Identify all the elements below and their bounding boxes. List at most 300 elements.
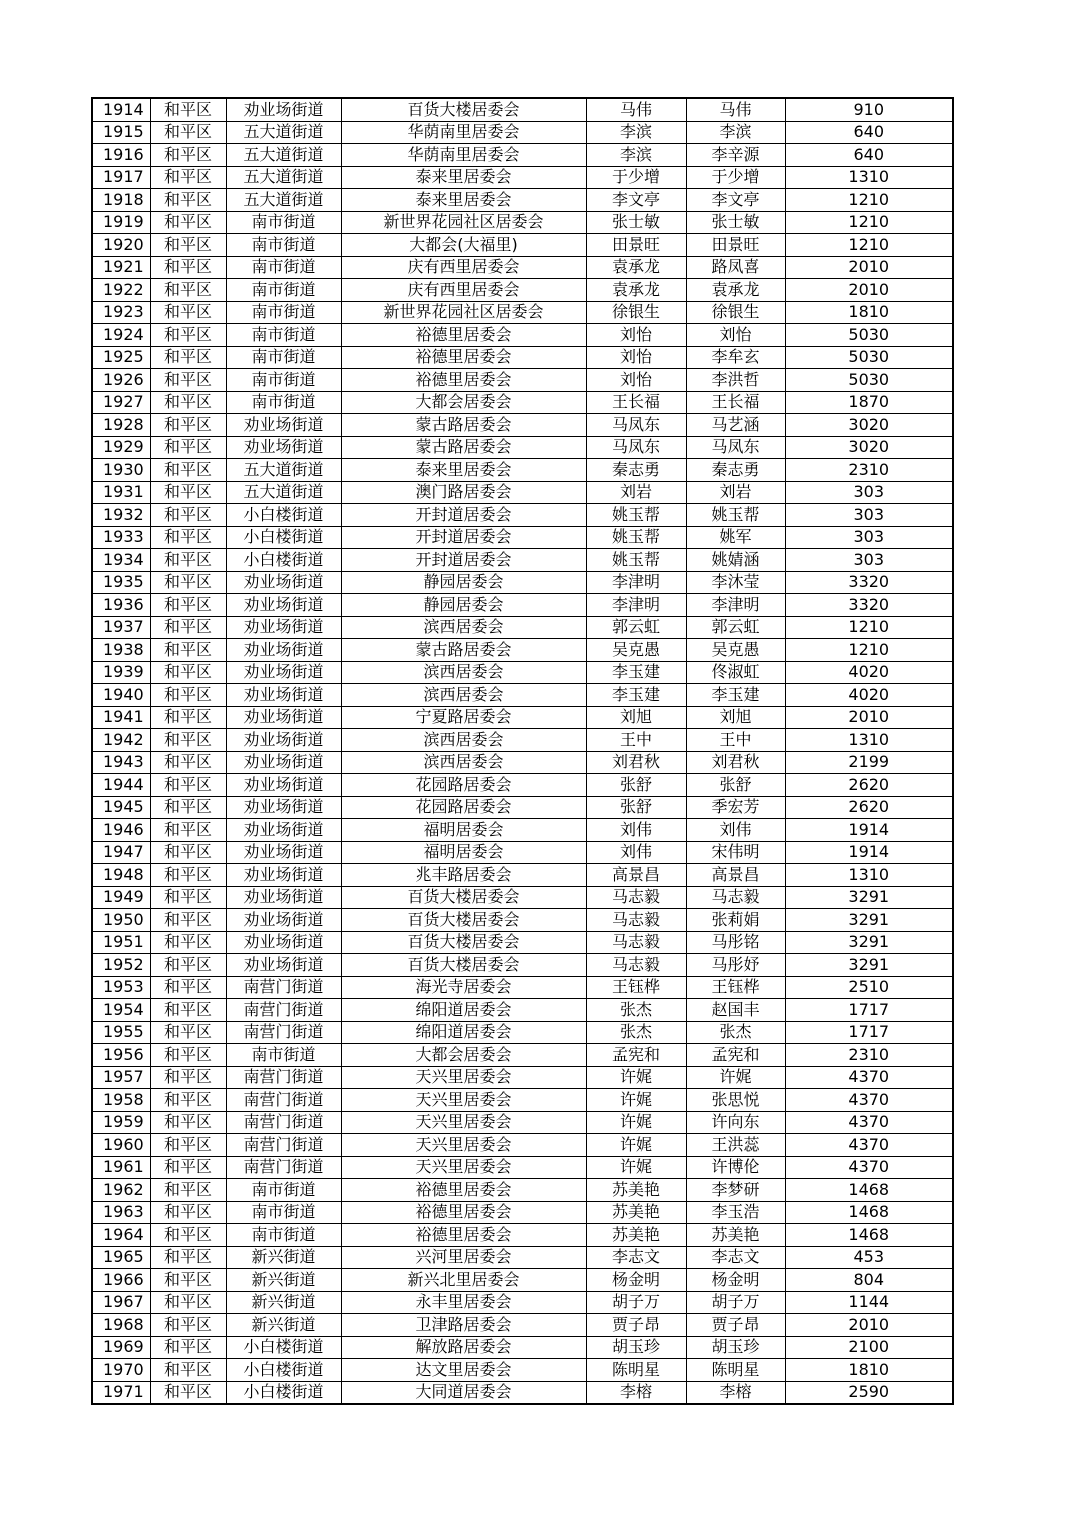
district-cell: 和平区 [150,369,226,392]
table-row [92,774,953,797]
head-name-cell: 刘怡 [586,369,686,392]
table-row [92,211,953,234]
amount-cell: 3020 [785,436,953,459]
member-name-cell: 刘旭 [686,706,785,729]
committee-cell: 达文里居委会 [341,1359,586,1382]
amount-cell: 453 [785,1246,953,1269]
committee-cell: 福明居委会 [341,819,586,842]
street-cell: 劝业场街道 [226,98,341,121]
member-name-cell: 李洪哲 [686,369,785,392]
district-cell: 和平区 [150,954,226,977]
row-number-cell: 1929 [92,436,150,459]
district-cell: 和平区 [150,864,226,887]
member-name-cell: 佟淑虹 [686,661,785,684]
district-cell: 和平区 [150,819,226,842]
district-cell: 和平区 [150,189,226,212]
member-name-cell: 李沐莹 [686,571,785,594]
row-number-cell: 1940 [92,684,150,707]
amount-cell: 1310 [785,864,953,887]
street-cell: 劝业场街道 [226,864,341,887]
amount-cell: 3320 [785,594,953,617]
amount-cell: 3291 [785,909,953,932]
district-cell: 和平区 [150,706,226,729]
amount-cell: 2510 [785,976,953,999]
amount-cell: 3291 [785,954,953,977]
committee-cell: 庆有西里居委会 [341,256,586,279]
amount-cell: 5030 [785,346,953,369]
committee-cell: 裕德里居委会 [341,369,586,392]
table-row [92,954,953,977]
street-cell: 南市街道 [226,256,341,279]
member-name-cell: 姚玉帮 [686,504,785,527]
amount-cell: 3291 [785,931,953,954]
committee-cell: 大同道居委会 [341,1381,586,1404]
street-cell: 南营门街道 [226,1111,341,1134]
member-name-cell: 姚军 [686,526,785,549]
street-cell: 小白楼街道 [226,1359,341,1382]
committee-cell: 滨西居委会 [341,684,586,707]
district-cell: 和平区 [150,661,226,684]
member-name-cell: 张杰 [686,1021,785,1044]
street-cell: 劝业场街道 [226,729,341,752]
table-row [92,864,953,887]
head-name-cell: 田景旺 [586,234,686,257]
head-name-cell: 刘伟 [586,819,686,842]
street-cell: 劝业场街道 [226,661,341,684]
head-name-cell: 张舒 [586,774,686,797]
member-name-cell: 袁承龙 [686,279,785,302]
head-name-cell: 苏美艳 [586,1179,686,1202]
street-cell: 南市街道 [226,234,341,257]
member-name-cell: 胡子万 [686,1291,785,1314]
table-row [92,346,953,369]
district-cell: 和平区 [150,909,226,932]
street-cell: 劝业场街道 [226,886,341,909]
member-name-cell: 姚婧涵 [686,549,785,572]
member-name-cell: 张莉娟 [686,909,785,932]
amount-cell: 5030 [785,369,953,392]
head-name-cell: 刘怡 [586,324,686,347]
head-name-cell: 李滨 [586,121,686,144]
row-number-cell: 1966 [92,1269,150,1292]
amount-cell: 2310 [785,1044,953,1067]
member-name-cell: 王洪蕊 [686,1134,785,1157]
amount-cell: 1210 [785,234,953,257]
table-row [92,639,953,662]
committee-cell: 兴河里居委会 [341,1246,586,1269]
row-number-cell: 1964 [92,1224,150,1247]
district-cell: 和平区 [150,1134,226,1157]
street-cell: 五大道街道 [226,121,341,144]
street-cell: 小白楼街道 [226,1381,341,1404]
table-row [92,684,953,707]
member-name-cell: 路凤喜 [686,256,785,279]
row-number-cell: 1959 [92,1111,150,1134]
district-cell: 和平区 [150,121,226,144]
table-row [92,1179,953,1202]
committee-cell: 花园路居委会 [341,796,586,819]
member-name-cell: 马彤铭 [686,931,785,954]
street-cell: 南营门街道 [226,1066,341,1089]
head-name-cell: 许娓 [586,1111,686,1134]
committee-cell: 蒙古路居委会 [341,414,586,437]
row-number-cell: 1916 [92,144,150,167]
head-name-cell: 刘君秋 [586,751,686,774]
district-cell: 和平区 [150,1111,226,1134]
head-name-cell: 秦志勇 [586,459,686,482]
street-cell: 新兴街道 [226,1291,341,1314]
district-cell: 和平区 [150,144,226,167]
head-name-cell: 刘岩 [586,481,686,504]
table-row [92,819,953,842]
district-cell: 和平区 [150,211,226,234]
committee-cell: 澳门路居委会 [341,481,586,504]
member-name-cell: 刘伟 [686,819,785,842]
committee-cell: 蒙古路居委会 [341,639,586,662]
amount-cell: 303 [785,504,953,527]
row-number-cell: 1947 [92,841,150,864]
row-number-cell: 1920 [92,234,150,257]
district-cell: 和平区 [150,886,226,909]
table-row [92,369,953,392]
committee-cell: 百货大楼居委会 [341,931,586,954]
row-number-cell: 1941 [92,706,150,729]
district-cell: 和平区 [150,841,226,864]
committee-cell: 大都会居委会 [341,391,586,414]
head-name-cell: 李玉建 [586,684,686,707]
district-cell: 和平区 [150,999,226,1022]
committee-cell: 泰来里居委会 [341,459,586,482]
member-name-cell: 胡玉珍 [686,1336,785,1359]
head-name-cell: 张杰 [586,1021,686,1044]
table-row [92,1336,953,1359]
committee-cell: 天兴里居委会 [341,1089,586,1112]
member-name-cell: 徐银生 [686,301,785,324]
member-name-cell: 刘怡 [686,324,785,347]
district-cell: 和平区 [150,481,226,504]
head-name-cell: 张舒 [586,796,686,819]
amount-cell: 2010 [785,256,953,279]
head-name-cell: 马志毅 [586,931,686,954]
committee-cell: 华荫南里居委会 [341,144,586,167]
member-name-cell: 刘岩 [686,481,785,504]
table-row [92,391,953,414]
member-name-cell: 张舒 [686,774,785,797]
street-cell: 南市街道 [226,1201,341,1224]
head-name-cell: 杨金明 [586,1269,686,1292]
street-cell: 新兴街道 [226,1269,341,1292]
head-name-cell: 孟宪和 [586,1044,686,1067]
street-cell: 五大道街道 [226,189,341,212]
street-cell: 小白楼街道 [226,549,341,572]
member-name-cell: 季宏芳 [686,796,785,819]
row-number-cell: 1915 [92,121,150,144]
head-name-cell: 马凤东 [586,414,686,437]
head-name-cell: 马志毅 [586,954,686,977]
table-body [92,98,953,1404]
street-cell: 小白楼街道 [226,526,341,549]
committee-cell: 百货大楼居委会 [341,98,586,121]
street-cell: 南市街道 [226,1179,341,1202]
member-name-cell: 李文亭 [686,189,785,212]
committee-cell: 裕德里居委会 [341,324,586,347]
street-cell: 南营门街道 [226,999,341,1022]
district-cell: 和平区 [150,1291,226,1314]
committee-cell: 花园路居委会 [341,774,586,797]
head-name-cell: 姚玉帮 [586,504,686,527]
member-name-cell: 秦志勇 [686,459,785,482]
row-number-cell: 1945 [92,796,150,819]
street-cell: 劝业场街道 [226,706,341,729]
row-number-cell: 1928 [92,414,150,437]
committee-cell: 新兴北里居委会 [341,1269,586,1292]
committee-cell: 兆丰路居委会 [341,864,586,887]
member-name-cell: 许向东 [686,1111,785,1134]
district-cell: 和平区 [150,1314,226,1337]
district-cell: 和平区 [150,976,226,999]
committee-cell: 滨西居委会 [341,729,586,752]
head-name-cell: 马凤东 [586,436,686,459]
street-cell: 劝业场街道 [226,616,341,639]
table-row [92,436,953,459]
table-row [92,1246,953,1269]
table-row [92,414,953,437]
committee-cell: 天兴里居委会 [341,1111,586,1134]
committee-cell: 华荫南里居委会 [341,121,586,144]
table-row [92,166,953,189]
amount-cell: 303 [785,526,953,549]
committee-cell: 百货大楼居委会 [341,886,586,909]
district-cell: 和平区 [150,98,226,121]
table-row [92,1044,953,1067]
head-name-cell: 刘旭 [586,706,686,729]
head-name-cell: 张士敏 [586,211,686,234]
amount-cell: 3020 [785,414,953,437]
table-row [92,189,953,212]
district-cell: 和平区 [150,459,226,482]
table-row [92,706,953,729]
amount-cell: 1468 [785,1224,953,1247]
row-number-cell: 1938 [92,639,150,662]
district-cell: 和平区 [150,684,226,707]
row-number-cell: 1969 [92,1336,150,1359]
head-name-cell: 苏美艳 [586,1224,686,1247]
row-number-cell: 1965 [92,1246,150,1269]
table-row [92,549,953,572]
member-name-cell: 陈明星 [686,1359,785,1382]
row-number-cell: 1936 [92,594,150,617]
row-number-cell: 1923 [92,301,150,324]
committee-cell: 裕德里居委会 [341,1179,586,1202]
row-number-cell: 1953 [92,976,150,999]
amount-cell: 1717 [785,1021,953,1044]
district-cell: 和平区 [150,729,226,752]
row-number-cell: 1937 [92,616,150,639]
member-name-cell: 刘君秋 [686,751,785,774]
committee-cell: 裕德里居委会 [341,1201,586,1224]
district-cell: 和平区 [150,1179,226,1202]
table-row [92,999,953,1022]
committee-cell: 解放路居委会 [341,1336,586,1359]
amount-cell: 2010 [785,1314,953,1337]
head-name-cell: 贾子昂 [586,1314,686,1337]
table-row [92,481,953,504]
row-number-cell: 1968 [92,1314,150,1337]
street-cell: 劝业场街道 [226,954,341,977]
row-number-cell: 1961 [92,1156,150,1179]
committee-cell: 福明居委会 [341,841,586,864]
amount-cell: 1310 [785,166,953,189]
district-cell: 和平区 [150,1381,226,1404]
table-row [92,796,953,819]
amount-cell: 4370 [785,1156,953,1179]
committee-cell: 海光寺居委会 [341,976,586,999]
row-number-cell: 1924 [92,324,150,347]
street-cell: 劝业场街道 [226,594,341,617]
member-name-cell: 苏美艳 [686,1224,785,1247]
district-cell: 和平区 [150,796,226,819]
row-number-cell: 1939 [92,661,150,684]
table-row [92,144,953,167]
street-cell: 南市街道 [226,1044,341,1067]
district-cell: 和平区 [150,594,226,617]
committee-cell: 静园居委会 [341,594,586,617]
table-row [92,616,953,639]
table-row [92,1201,953,1224]
head-name-cell: 许娓 [586,1066,686,1089]
amount-cell: 804 [785,1269,953,1292]
member-name-cell: 马凤东 [686,436,785,459]
table-row [92,301,953,324]
committee-cell: 新世界花园社区居委会 [341,211,586,234]
amount-cell: 2199 [785,751,953,774]
head-name-cell: 徐银生 [586,301,686,324]
committee-cell: 开封道居委会 [341,504,586,527]
member-name-cell: 李梦研 [686,1179,785,1202]
member-name-cell: 李辛源 [686,144,785,167]
amount-cell: 4020 [785,684,953,707]
table-row [92,594,953,617]
district-cell: 和平区 [150,436,226,459]
amount-cell: 4370 [785,1111,953,1134]
amount-cell: 1468 [785,1179,953,1202]
head-name-cell: 李滨 [586,144,686,167]
amount-cell: 2010 [785,279,953,302]
row-number-cell: 1948 [92,864,150,887]
committee-cell: 绵阳道居委会 [341,1021,586,1044]
member-name-cell: 许博伦 [686,1156,785,1179]
member-name-cell: 许娓 [686,1066,785,1089]
table-row [92,886,953,909]
street-cell: 新兴街道 [226,1246,341,1269]
member-name-cell: 王中 [686,729,785,752]
row-number-cell: 1956 [92,1044,150,1067]
committee-cell: 百货大楼居委会 [341,954,586,977]
street-cell: 南市街道 [226,211,341,234]
table-row [92,976,953,999]
table-row [92,1269,953,1292]
table-row [92,1156,953,1179]
amount-cell: 4370 [785,1089,953,1112]
member-name-cell: 吴克愚 [686,639,785,662]
row-number-cell: 1952 [92,954,150,977]
table-row [92,459,953,482]
table-row [92,121,953,144]
district-cell: 和平区 [150,504,226,527]
street-cell: 劝业场街道 [226,751,341,774]
amount-cell: 2590 [785,1381,953,1404]
district-cell: 和平区 [150,1359,226,1382]
street-cell: 南营门街道 [226,1021,341,1044]
head-name-cell: 王中 [586,729,686,752]
district-cell: 和平区 [150,166,226,189]
table-row [92,1359,953,1382]
amount-cell: 640 [785,144,953,167]
street-cell: 五大道街道 [226,144,341,167]
committee-cell: 天兴里居委会 [341,1134,586,1157]
table-row [92,1314,953,1337]
table-row [92,98,953,121]
street-cell: 南营门街道 [226,1156,341,1179]
district-cell: 和平区 [150,414,226,437]
amount-cell: 1810 [785,1359,953,1382]
table-row [92,1381,953,1404]
street-cell: 劝业场街道 [226,841,341,864]
member-name-cell: 马志毅 [686,886,785,909]
street-cell: 劝业场街道 [226,571,341,594]
street-cell: 五大道街道 [226,166,341,189]
head-name-cell: 吴克愚 [586,639,686,662]
street-cell: 南市街道 [226,1224,341,1247]
row-number-cell: 1943 [92,751,150,774]
member-name-cell: 王钰桦 [686,976,785,999]
data-table [91,97,954,1405]
committee-cell: 泰来里居委会 [341,189,586,212]
street-cell: 劝业场街道 [226,819,341,842]
table-row [92,571,953,594]
committee-cell: 开封道居委会 [341,526,586,549]
head-name-cell: 许娓 [586,1156,686,1179]
head-name-cell: 于少增 [586,166,686,189]
street-cell: 劝业场街道 [226,774,341,797]
committee-cell: 卫津路居委会 [341,1314,586,1337]
row-number-cell: 1954 [92,999,150,1022]
head-name-cell: 李文亭 [586,189,686,212]
row-number-cell: 1935 [92,571,150,594]
head-name-cell: 许娓 [586,1089,686,1112]
committee-cell: 百货大楼居委会 [341,909,586,932]
amount-cell: 2620 [785,774,953,797]
table-row [92,504,953,527]
amount-cell: 2310 [785,459,953,482]
street-cell: 新兴街道 [226,1314,341,1337]
amount-cell: 303 [785,549,953,572]
amount-cell: 2100 [785,1336,953,1359]
row-number-cell: 1950 [92,909,150,932]
amount-cell: 1717 [785,999,953,1022]
row-number-cell: 1918 [92,189,150,212]
committee-cell: 宁夏路居委会 [341,706,586,729]
amount-cell: 2010 [785,706,953,729]
street-cell: 南营门街道 [226,976,341,999]
street-cell: 南市街道 [226,346,341,369]
row-number-cell: 1946 [92,819,150,842]
head-name-cell: 李志文 [586,1246,686,1269]
district-cell: 和平区 [150,1089,226,1112]
district-cell: 和平区 [150,1021,226,1044]
row-number-cell: 1921 [92,256,150,279]
member-name-cell: 张士敏 [686,211,785,234]
